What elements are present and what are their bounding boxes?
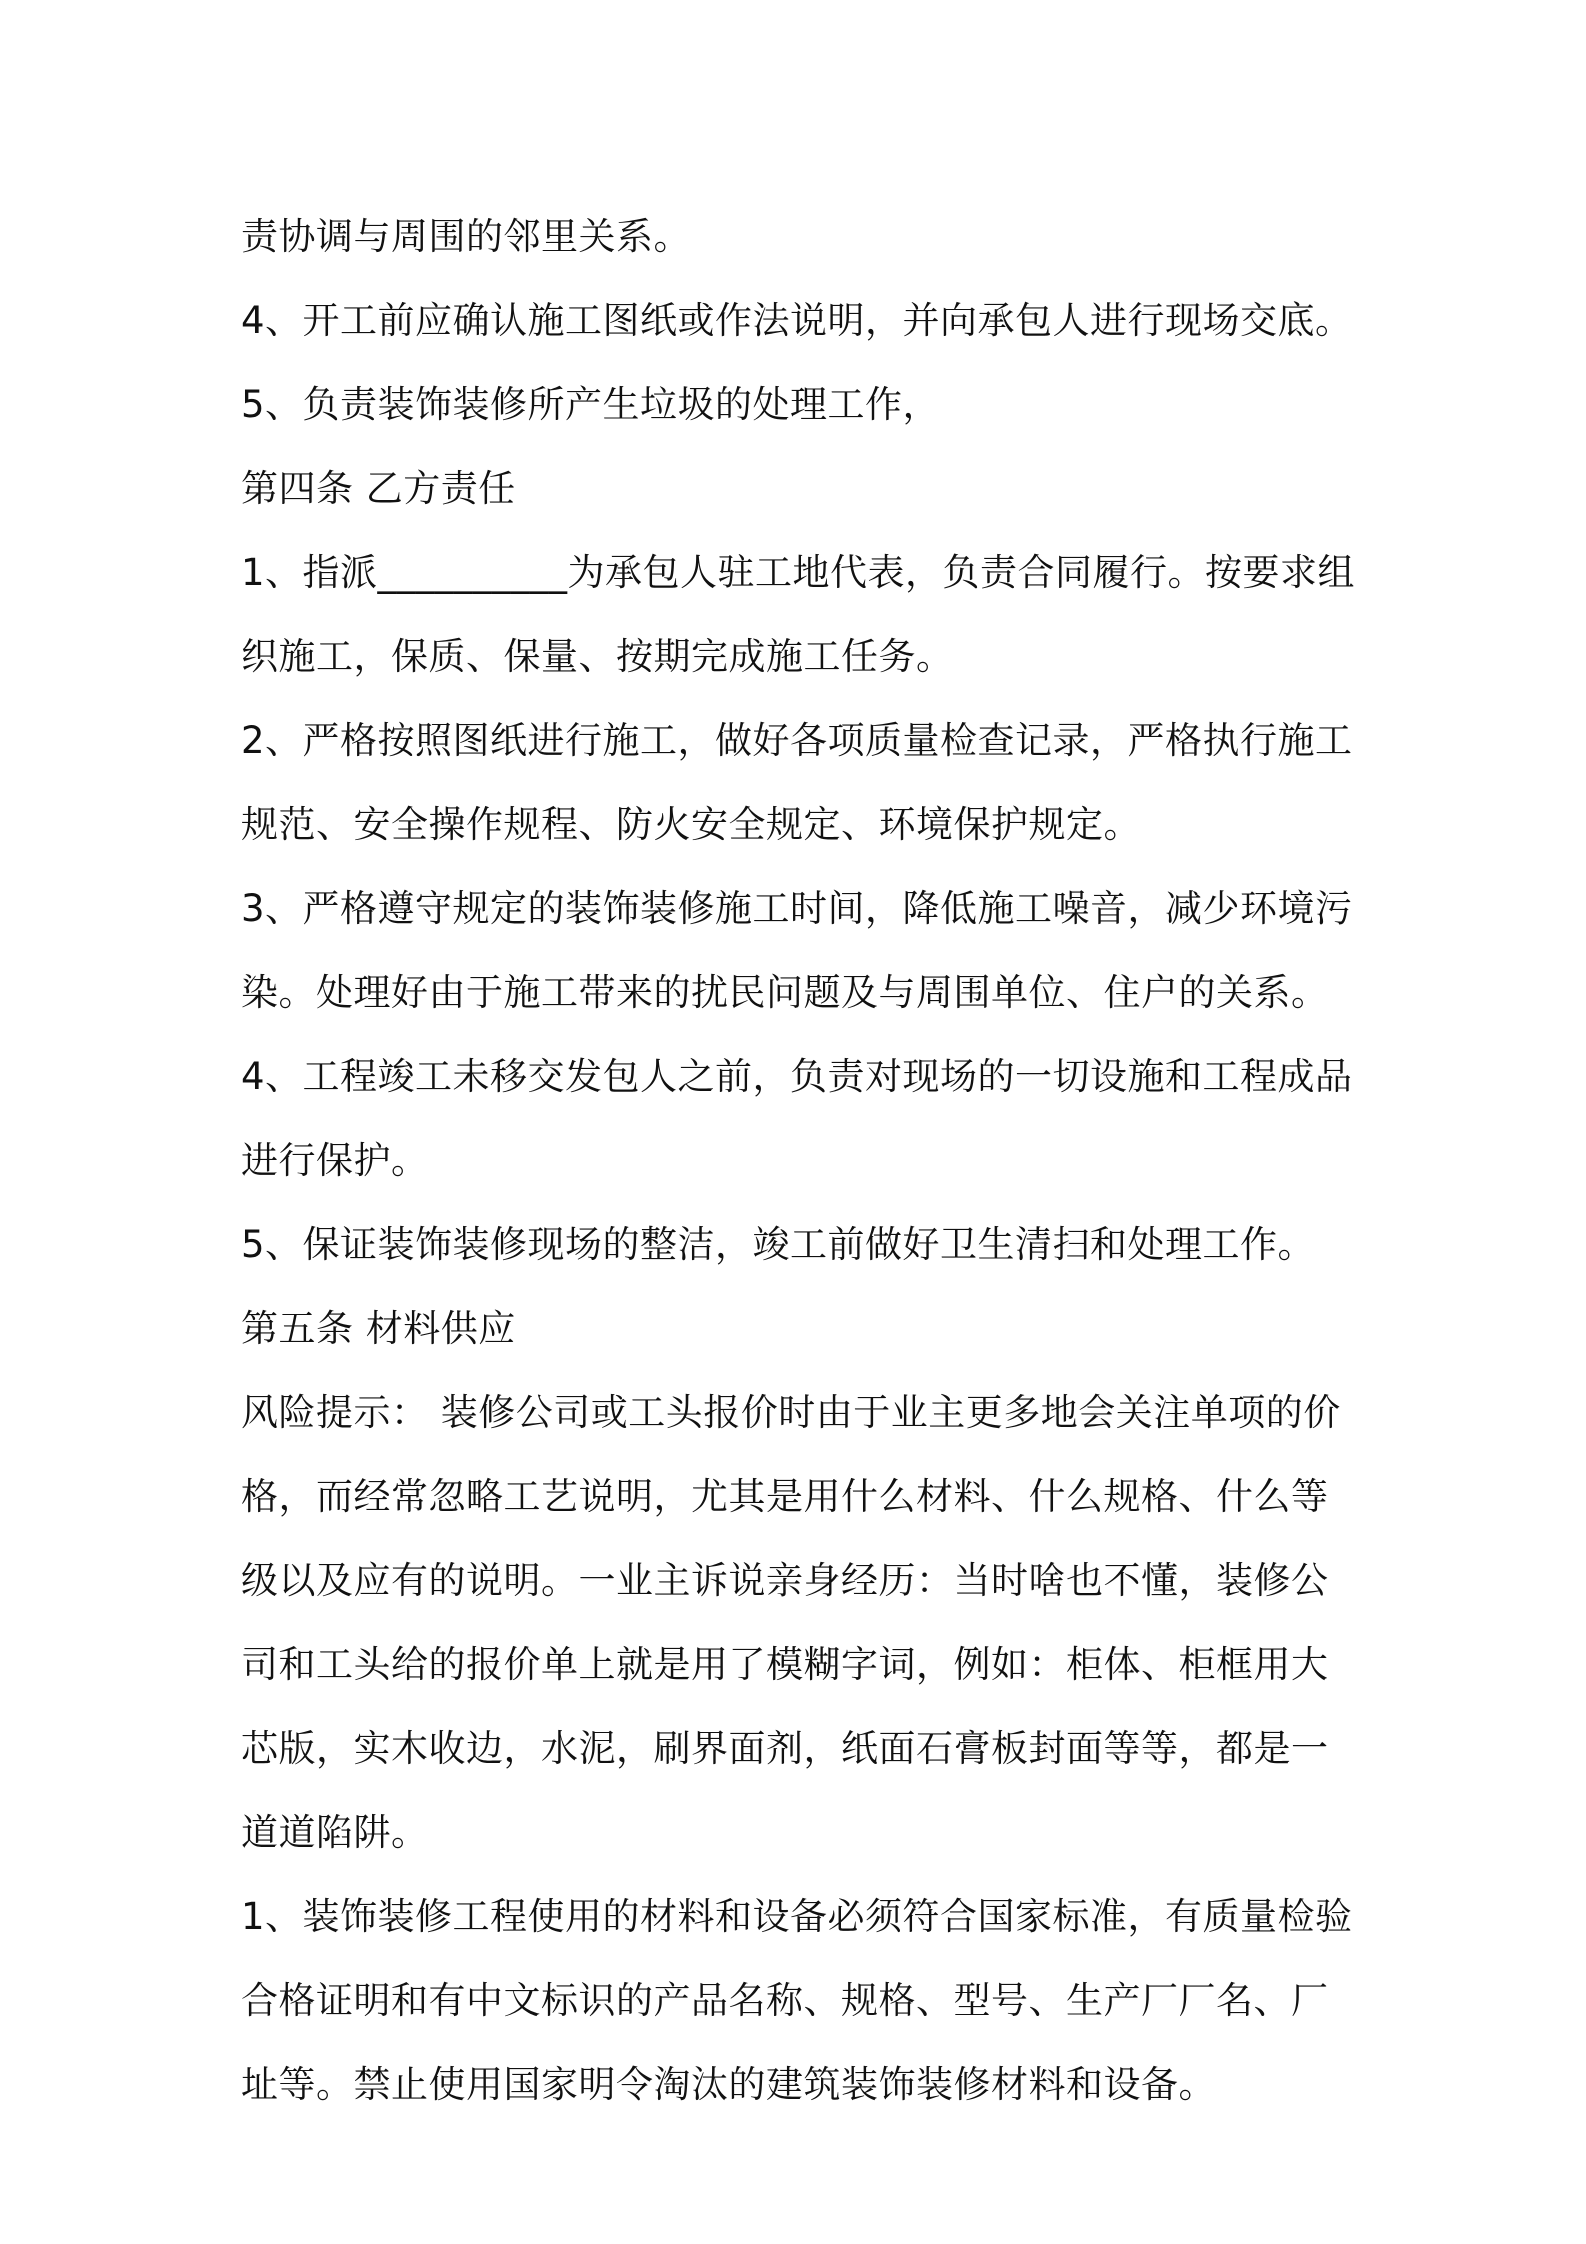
section-heading-article-5: 第五条 材料供应 bbox=[241, 1307, 516, 1350]
paragraph-neighbor-relations: 责协调与周围的邻里关系。 bbox=[241, 215, 691, 258]
paragraph-risk-notice: 风险提示： 装修公司或工头报价时由于业主更多地会关注单项的价格，而经常忽略工艺说明，尤其是用什么材料、什么规格、什么等级以及应有的说明。一业主诉说亲身经历：当时啥也不懂，装修公司和工头给的报价单上就是用了模糊字词，例如：柜体、柜框用大芯版，实木收边，水泥，刷界面剂，纸面石膏板封面等等，都是一道道陷阱。 bbox=[241, 1391, 1341, 1854]
item-1-prefix: 1、指派 bbox=[241, 551, 378, 594]
paragraph-party-b-item-3: 3、严格遵守规定的装饰装修施工时间，降低施工噪音，减少环境污染。处理好由于施工带来的扰民问题及与周围单位、住户的关系。 bbox=[241, 887, 1353, 1014]
paragraph-party-b-item-1 bbox=[241, 531, 1361, 699]
paragraph-party-a-item-4: 4、开工前应确认施工图纸或作法说明，并向承包人进行现场交底。 bbox=[241, 299, 1353, 342]
paragraph-party-b-item-5: 5、保证装饰装修现场的整洁，竣工前做好卫生清扫和处理工作。 bbox=[241, 1223, 1316, 1266]
paragraph-materials-item-1: 1、装饰装修工程使用的材料和设备必须符合国家标准，有质量检验合格证明和有中文标识的产品名称、规格、型号、生产厂厂名、厂址等。禁止使用国家明令淘汰的建筑装饰装修材料和设备。 bbox=[241, 1895, 1353, 2106]
paragraph-party-a-item-5: 5、负责装饰装修所产生垃圾的处理工作， bbox=[241, 383, 941, 426]
section-heading-article-4: 第四条 乙方责任 bbox=[241, 467, 516, 510]
item-1-suffix: 为承包人驻工地代表，负责合同履行。按要求组织施工，保质、保量、按期完成施工任务。 bbox=[241, 551, 1356, 678]
paragraph-party-b-item-4: 4、工程竣工未移交发包人之前，负责对现场的一切设施和工程成品进行保护。 bbox=[241, 1055, 1353, 1182]
representative-blank: __________ bbox=[377, 551, 568, 594]
document-body bbox=[241, 195, 1361, 2127]
paragraph-party-b-item-2: 2、严格按照图纸进行施工，做好各项质量检查记录，严格执行施工规范、安全操作规程、防火安全规定、环境保护规定。 bbox=[241, 719, 1353, 846]
